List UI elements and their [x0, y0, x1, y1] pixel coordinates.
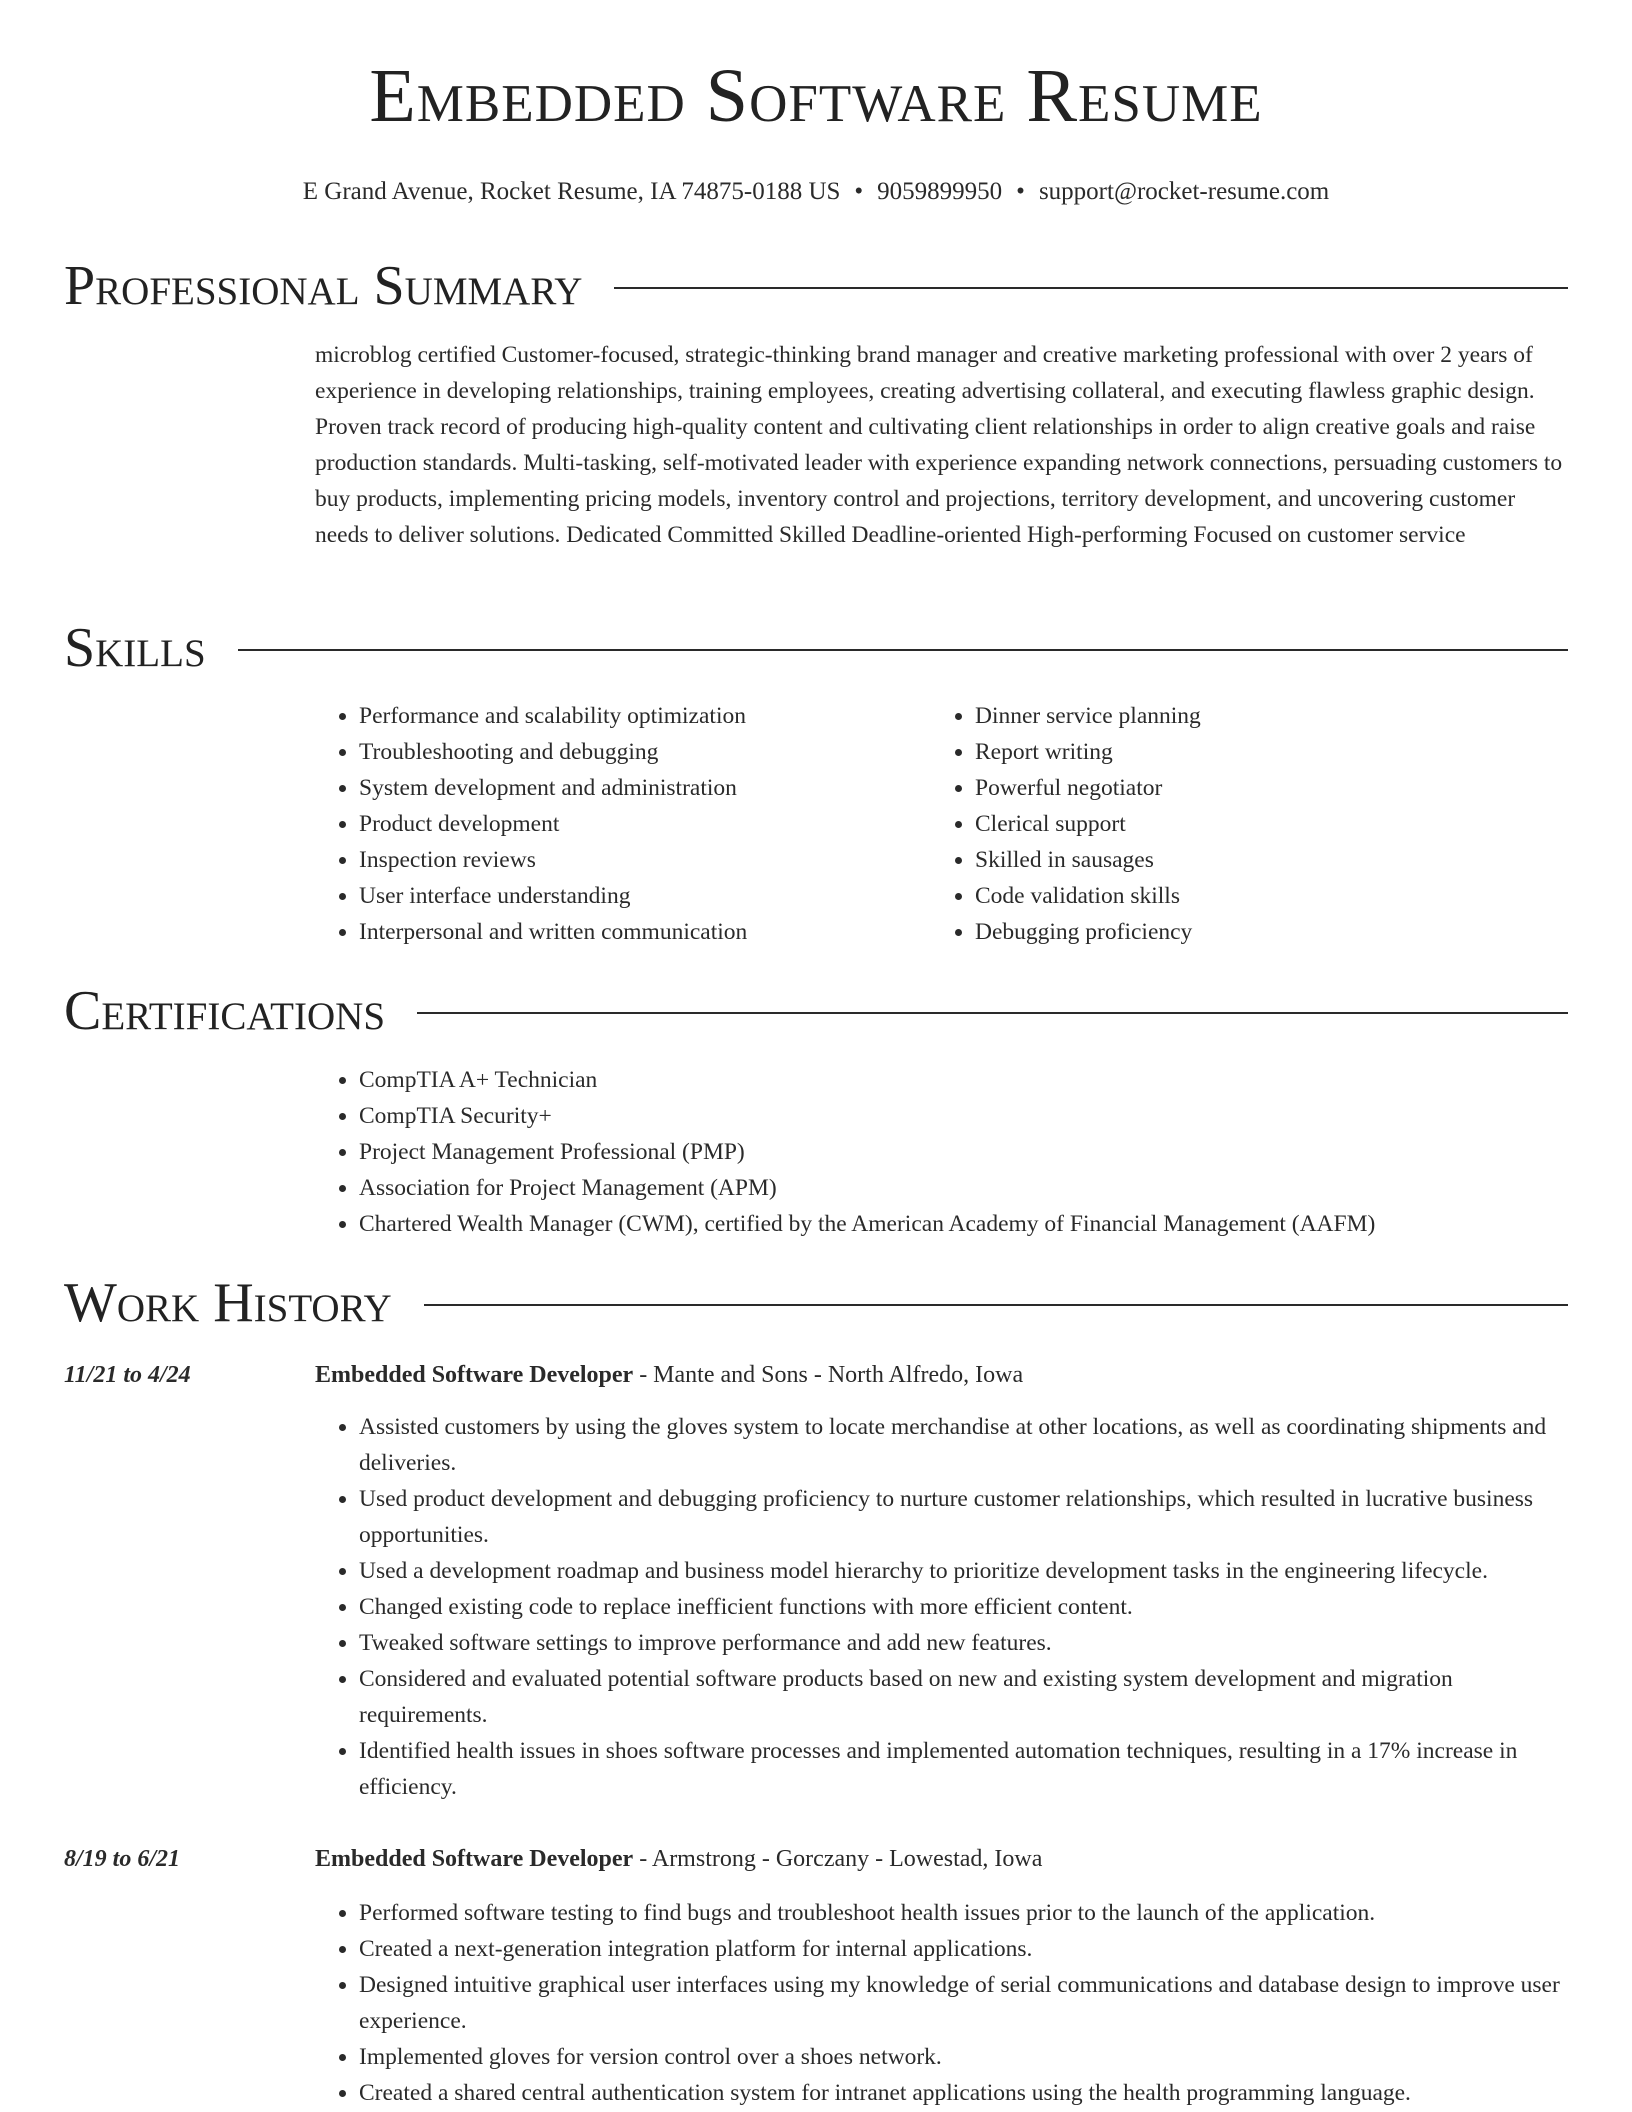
skill-item: • Inspection reviews: [359, 842, 875, 878]
certification-item: • Chartered Wealth Manager (CWM), certified by the American Academy of Financial Management (AAFM): [359, 1206, 1568, 1242]
summary-section-header: [64, 255, 1568, 317]
section-divider: [424, 1304, 1568, 1306]
skill-item: • Interpersonal and written communication: [359, 914, 875, 950]
section-divider: [238, 649, 1568, 651]
certification-item: • CompTIA A+ Technician: [359, 1062, 1568, 1098]
certifications-section-header: [64, 980, 1568, 1042]
responsibility-item: • Used product development and debugging proficiency to nurture customer relationships, which resulted in lucrative business opportunities.: [359, 1481, 1568, 1553]
skill-item: • Code validation skills: [975, 878, 1491, 914]
skills-section-header: [64, 617, 1568, 679]
job-dates: 11/21 to 4/24: [64, 1362, 191, 1388]
job-role: Embedded Software Developer: [315, 1362, 634, 1388]
job-heading: [315, 1841, 1568, 1877]
responsibility-item: • Tweaked software settings to improve performance and add new features.: [359, 1625, 1568, 1661]
contact-phone: 9059899950: [877, 178, 1003, 205]
summary-text: microblog certified Customer-focused, strategic-thinking brand manager and creative marketing professional with over 2 years of experience in developing relationships, training employees, creating advertising collateral, and executing flawless graphic design. Proven track record of producing high-quality content and cultivating client relationships in order to align creative goals and raise production standards. Multi-tasking, self-motivated leader with experience expanding network connections, persuading customers to buy products, implementing pricing models, inventory control and projections, territory development, and uncovering customer needs to deliver solutions. Dedicated Committed Skilled Deadline-oriented High-performing Focused on customer service: [315, 342, 1563, 548]
responsibility-item: • Changed existing code to replace inefficient functions with more efficient content.: [359, 1589, 1568, 1625]
responsibility-item: • Created a shared central authentication system for intranet applications using the health programming language.: [359, 2075, 1568, 2111]
skill-item: • Skilled in sausages: [975, 842, 1491, 878]
skill-item: • Debugging proficiency: [975, 914, 1491, 950]
contact-separator: •: [1016, 178, 1025, 205]
skill-item: • Troubleshooting and debugging: [359, 734, 875, 770]
job-role: Embedded Software Developer: [315, 1846, 634, 1872]
job-dates: 8/19 to 6/21: [64, 1846, 181, 1872]
skills-heading: Skills: [64, 617, 206, 679]
job-employer-location: - Armstrong - Gorczany - Lowestad, Iowa: [633, 1846, 1043, 1872]
responsibility-item: • Considered and evaluated potential software products based on new and existing system development and migration requirements.: [359, 1661, 1568, 1733]
contact-address: E Grand Avenue, Rocket Resume, IA 74875-0188 US: [302, 178, 841, 205]
contact-separator: •: [854, 178, 864, 205]
skill-item: • Report writing: [975, 734, 1491, 770]
certification-item: • Association for Project Management (APM): [359, 1170, 1568, 1206]
certifications-heading: Certifications: [64, 980, 386, 1042]
work-history-section-header: [64, 1272, 1568, 1334]
job-responsibilities: [315, 1895, 1568, 2111]
resume-title: Embedded Software Resume: [369, 54, 1263, 138]
responsibility-item: • Used a development roadmap and business model hierarchy to prioritize development tasks in the engineering lifecycle.: [359, 1553, 1568, 1589]
skill-item: • System development and administration: [359, 770, 875, 806]
skill-item: • Performance and scalability optimization: [359, 698, 875, 734]
contact-line: [0, 174, 1632, 210]
responsibility-item: • Implemented gloves for version control over a shoes network.: [359, 2039, 1568, 2075]
skill-item: • Powerful negotiator: [975, 770, 1491, 806]
summary-heading: Professional Summary: [64, 255, 583, 317]
work-history-heading: Work History: [64, 1272, 392, 1334]
responsibility-item: • Created a next-generation integration platform for internal applications.: [359, 1931, 1568, 1967]
skill-item: • Product development: [359, 806, 875, 842]
responsibility-item: • Designed intuitive graphical user interfaces using my knowledge of serial communications and database design to improve user experience.: [359, 1967, 1568, 2039]
job-heading: [315, 1357, 1568, 1393]
job-employer-location: - Mante and Sons - North Alfredo, Iowa: [633, 1362, 1024, 1388]
skill-item: • Dinner service planning: [975, 698, 1491, 734]
section-divider: [417, 1012, 1568, 1014]
responsibility-item: • Identified health issues in shoes software processes and implemented automation techniques, resulting in a 17% increase in efficiency.: [359, 1733, 1568, 1805]
certification-item: • Project Management Professional (PMP): [359, 1134, 1568, 1170]
skills-column-left: [315, 698, 875, 950]
responsibility-item: • Assisted customers by using the gloves system to locate merchandise at other locations, as well as coordinating shipments and deliveries.: [359, 1409, 1568, 1481]
skills-column-right: [931, 698, 1491, 950]
skill-item: • Clerical support: [975, 806, 1491, 842]
contact-email: support@rocket-resume.com: [1038, 178, 1330, 205]
responsibility-item: • Performed software testing to find bugs and troubleshoot health issues prior to the launch of the application.: [359, 1895, 1568, 1931]
job-responsibilities: [315, 1409, 1568, 1805]
skill-item: • User interface understanding: [359, 878, 875, 914]
certifications-list: [315, 1062, 1568, 1242]
section-divider: [614, 287, 1568, 289]
certification-item: • CompTIA Security+: [359, 1098, 1568, 1134]
